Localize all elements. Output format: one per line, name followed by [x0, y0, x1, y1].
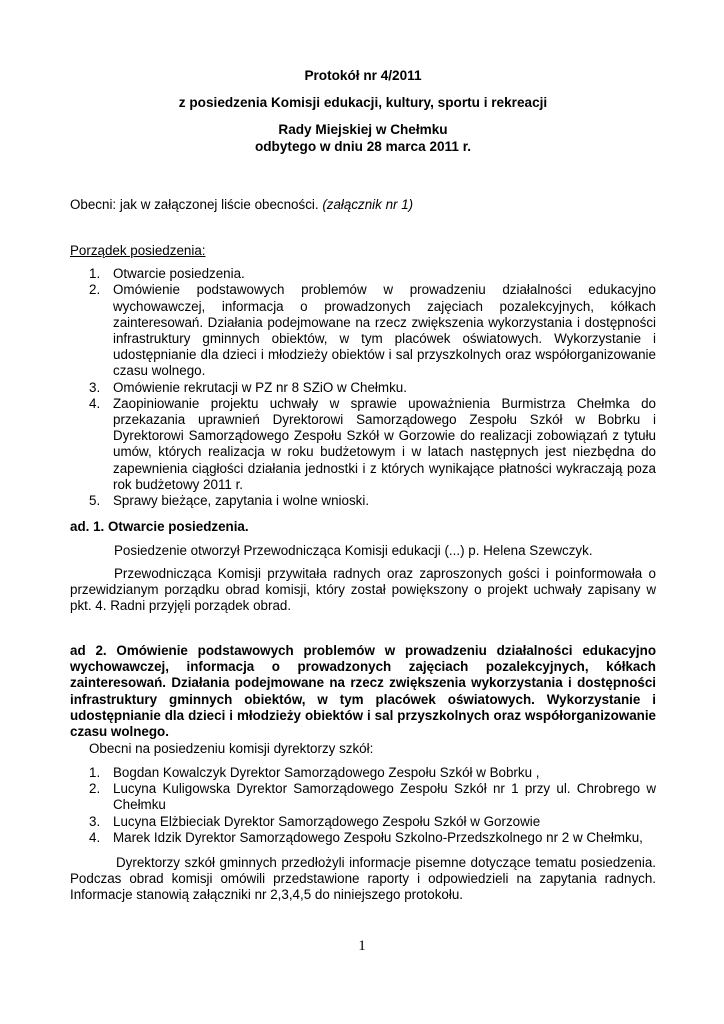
attendance-line — [70, 197, 656, 213]
attendance-annex: (załącznik nr 1) — [322, 197, 414, 212]
agenda-item — [70, 266, 656, 282]
director-item — [70, 830, 656, 846]
council-line: Rady Miejskiej w Chełmku — [278, 122, 448, 138]
agenda-item — [70, 396, 656, 493]
director-item-text: Lucyna Elżbieciak Dyrektor Samorządowego Zespołu Szkół w Gorzowie — [113, 813, 541, 829]
director-item-text: Marek Idzik Dyrektor Samorządowego Zespołu Szkolno-Przedszkolnego nr 2 w Chełmku, — [113, 829, 643, 845]
attendance-text: Obecni: jak w załączonej liście obecności. — [70, 197, 323, 212]
director-item-number: 3. — [89, 813, 101, 829]
agenda-item-text: Omówienie podstawowych problemów w prowadzeniu działalności edukacyjno wychowawczej, informacja o prowadzonych zajęciach pozalekcyjnych, kółkach zainteresowań. Działania podejmowane na rzecz zwiększenia wykorzystania i dostępności infrastruktury gminnych obiektów, w tym placówek oświatowych. Wykorzystanie i udostępnianie dla dzieci i młodzieży obiektów i sal przyszkolnych oraz współorganizowanie czasu wolnego. — [113, 282, 656, 379]
ad2-intro: Obecni na posiedzeniu komisji dyrektorzy szkół: — [89, 741, 374, 756]
director-item — [70, 765, 656, 781]
agenda-item-number: 2. — [89, 282, 101, 298]
agenda-item-number: 3. — [89, 379, 101, 395]
agenda-item — [70, 380, 656, 396]
director-item-number: 2. — [89, 781, 101, 797]
agenda-item-text: Zaopiniowanie projektu uchwały w sprawie upoważnienia Burmistrza Chełmka do przekazania uprawnień Dyrektorowi Samorządowego Zespołu Szkół w Bobrku i Dyrektorowi Samorządowego Zespołu Szkół w Gorzowie do realizacji zobowiązań z tytułu umów, których realizacja w roku budżetowym i w latach następnych jest niezbędna do zapewnienia ciągłości działania jednostki i z których wynikające płatności wykraczają poza rok budżetowy 2011 r. — [113, 395, 656, 492]
agenda-item-number: 1. — [89, 266, 101, 282]
director-item-text: Bogdan Kowalczyk Dyrektor Samorządowego Zespołu Szkół w Bobrku , — [113, 765, 540, 780]
directors-list — [70, 765, 656, 846]
agenda-item-number: 5. — [89, 493, 101, 509]
agenda-title: Porządek posiedzenia: — [70, 243, 206, 258]
committee-line: z posiedzenia Komisji edukacji, kultury, sportu i rekreacji — [178, 95, 548, 111]
agenda-item-text: Omówienie rekrutacji w PZ nr 8 SZiO w Chełmku. — [113, 379, 407, 395]
ad2-closing-paragraph: Dyrektorzy szkół gminnych przedłożyli informacje pisemne dotyczące tematu posiedzenia. Podczas obrad komisji omówili przedstawione raporty i odpowiedzieli na zapytania radnych. Informacje stanowią załączniki nr 2,3,4,5 do niniejszego protokołu. — [70, 855, 656, 903]
director-item — [70, 781, 656, 813]
ad2-heading: ad 2. Omówienie podstawowych problemów w prowadzeniu działalności edukacyjno wychowawczej, informacja o prowadzonych zajęciach pozalekcyjnych, kółkach zainteresowań. Działania podejmowane na rzecz zwiększenia wykorzystania i dostępności infrastruktury gminnych obiektów, w tym placówek oświatowych. Wykorzystanie i udostępnianie dla dzieci i młodzieży obiektów i sal przyszkolnych oraz współorganizowanie czasu wolnego. — [70, 643, 656, 740]
ad1-paragraph-opening: Posiedzenie otworzył Przewodnicząca Komisji edukacji (...) p. Helena Szewczyk. — [114, 543, 593, 558]
director-item-number: 4. — [89, 829, 101, 845]
agenda-item-text: Otwarcie posiedzenia. — [113, 266, 245, 282]
agenda-item — [70, 493, 656, 509]
director-item — [70, 814, 656, 830]
agenda-item-text: Sprawy bieżące, zapytania i wolne wnioski. — [113, 493, 370, 509]
director-item-number: 1. — [89, 765, 101, 780]
director-item-text: Lucyna Kuligowska Dyrektor Samorządowego Zespołu Szkół nr 1 przy ul. Chrobrego w Chełmku — [113, 781, 656, 813]
protocol-number: Protokół nr 4/2011 — [304, 68, 422, 83]
page-number: 1 — [358, 938, 366, 954]
agenda-item-number: 4. — [89, 395, 101, 411]
agenda-section — [70, 243, 656, 509]
document-title — [70, 68, 656, 155]
ad1-paragraph-agenda: Przewodnicząca Komisji przywitała radnych oraz zaproszonych gości i poinformowała o przewidzianym porządku obrad komisji, który został powiększony o projekt uchwały zapisany w pkt. 4. Radni przyjęli porządek obrad. — [70, 566, 656, 614]
ad1-heading: ad. 1. Otwarcie posiedzenia. — [70, 519, 249, 534]
agenda-list — [70, 266, 656, 509]
date-line: odbytego w dniu 28 marca 2011 r. — [254, 138, 472, 154]
agenda-item — [70, 282, 656, 379]
